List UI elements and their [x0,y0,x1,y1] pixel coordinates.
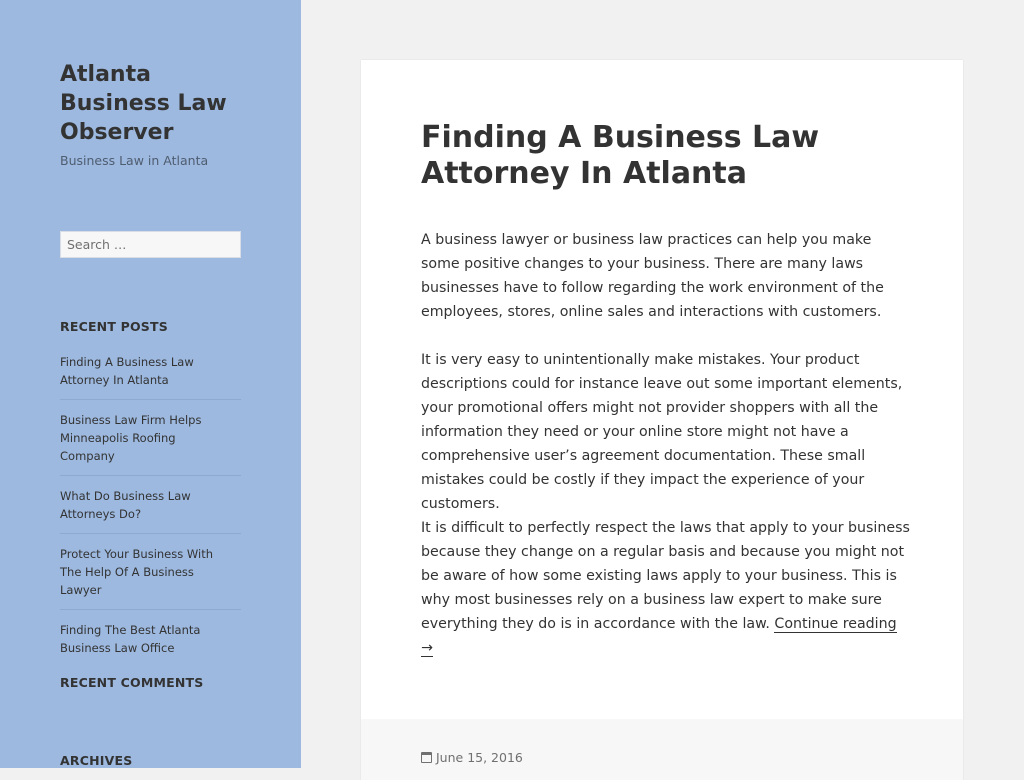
recent-posts-list [60,353,241,678]
recent-post-link[interactable]: Finding A Business Law Attorney In Atlanta [60,355,194,387]
post-footer [361,720,963,780]
continue-reading-link[interactable]: Continue reading → [421,616,897,656]
post-date-link[interactable]: June 15, 2016 [436,750,523,765]
post-paragraph: It is very easy to unintentionally make mistakes. Your product descriptions could for instance leave out some important elements, your promotional offers might not provider shoppers with all the information they need or your online store might not have a comprehensive user’s agreement documentation. These small mistakes could be costly if they impact the experience of your customers. [421,352,903,512]
list-item [60,411,241,476]
recent-comments-heading: RECENT COMMENTS [60,675,204,690]
sidebar [0,0,301,768]
post-title[interactable]: Finding A Business Law Attorney In Atlanta [421,120,820,191]
search-input[interactable] [60,231,241,258]
post-card [361,60,963,720]
list-item [60,545,241,610]
recent-post-link[interactable]: Protect Your Business With The Help Of A Business Lawyer [60,547,213,597]
list-item [60,487,241,534]
calendar-icon [421,752,432,763]
site-title[interactable]: Atlanta Business Law Observer [60,62,227,145]
site-description: Business Law in Atlanta [60,153,209,168]
recent-post-link[interactable]: Finding The Best Atlanta Business Law Office [60,623,201,655]
recent-posts-heading: RECENT POSTS [60,319,168,334]
recent-post-link[interactable]: Business Law Firm Helps Minneapolis Roofing Company [60,413,202,463]
list-item [60,353,241,400]
posted-on [421,750,523,765]
list-item [60,621,241,667]
recent-post-link[interactable]: What Do Business Law Attorneys Do? [60,489,191,521]
post-content [421,228,911,660]
post-paragraph: A business lawyer or business law practices can help you make some positive changes to your business. There are many laws businesses have to follow regarding the work environment of the employees, stores, online sales and interactions with customers. [421,232,884,320]
archives-heading: ARCHIVES [60,753,133,768]
post-paragraph: It is difficult to perfectly respect the laws that apply to your business because they change on a regular basis and because you might not be aware of how some existing laws apply to your business. This is why most businesses rely on a business law expert to make sure everything they do is in accordance with the law. Continue reading → [421,520,910,656]
